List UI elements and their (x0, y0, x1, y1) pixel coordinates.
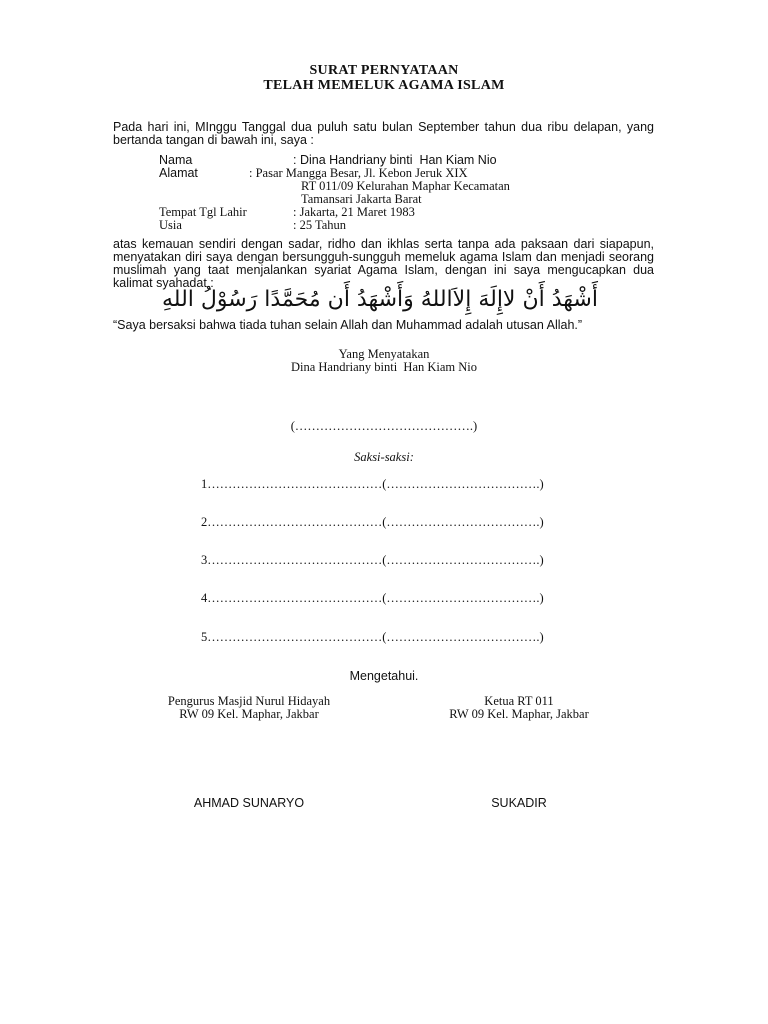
shahada-translation: “Saya bersaksi bahwa tiada tuhan selain Allah dan Muhammad adalah utusan Allah.” (113, 318, 583, 332)
rt-head-title-line-2: RW 09 Kel. Maphar, Jakbar (449, 707, 589, 721)
mosque-board-signer-name: AHMAD SUNARYO (193, 796, 305, 810)
document-title: SURAT PERNYATAAN (309, 63, 459, 78)
witness-line-3: 3……………………………………(……………………………….) (201, 553, 544, 567)
witnesses-heading: Saksi-saksi: (354, 450, 414, 464)
shahada-arabic: أَشْهَدُ أَنْ لاإِلَهَ إِلاَاللهُ وَأَشْهَدُ أَن مُحَمَّدًا رَسُوْلُ اللهِ (162, 287, 598, 312)
name-label: Nama (159, 153, 193, 167)
signer-signature-line: (…………………………………….) (290, 419, 478, 433)
intro-paragraph: Pada hari ini, MInggu Tanggal dua puluh satu bulan September tahun dua ribu delapan, yang bertanda tangan di bawah ini, saya : (113, 120, 654, 147)
address-line-2: RT 011/09 Kelurahan Maphar Kecamatan (301, 179, 510, 193)
document-subtitle: TELAH MEMELUK AGAMA ISLAM (263, 78, 505, 93)
age-label: Usia (159, 218, 182, 232)
address-line-1: : Pasar Mangga Besar, Jl. Kebon Jeruk XIX (249, 166, 468, 180)
name-value: : Dina Handriany binti Han Kiam Nio (293, 153, 497, 167)
address-line-3: Tamansari Jakarta Barat (301, 192, 422, 206)
age-value: : 25 Tahun (293, 218, 347, 232)
witness-line-1: 1……………………………………(……………………………….) (201, 477, 544, 491)
witness-line-5: 5……………………………………(……………………………….) (201, 630, 544, 644)
acknowledgement-heading: Mengetahui. (349, 669, 419, 683)
signer-name: Dina Handriany binti Han Kiam Nio (290, 360, 478, 374)
signer-heading: Yang Menyatakan (338, 347, 430, 361)
birth-value: : Jakarta, 21 Maret 1983 (293, 205, 415, 219)
statement-paragraph: atas kemauan sendiri dengan sadar, ridho dan ikhlas serta tanpa ada paksaan dari siapapun, menyatakan diri saya dengan bersungguh-sungguh memeluk agama Islam dan menjadi seorang muslimah yang taat menjalankan syariat Agama Islam, dengan ini saya mengucapkan dua kalimat syahadat : (113, 237, 654, 290)
witness-line-4: 4……………………………………(……………………………….) (201, 591, 544, 605)
birth-label: Tempat Tgl Lahir (159, 205, 247, 219)
mosque-board-title-line-1: Pengurus Masjid Nurul Hidayah (167, 694, 331, 708)
rt-head-title-line-1: Ketua RT 011 (484, 694, 554, 708)
witness-line-2: 2……………………………………(……………………………….) (201, 515, 544, 529)
rt-head-signer-name: SUKADIR (491, 796, 547, 810)
address-label: Alamat (159, 166, 198, 180)
mosque-board-title-line-2: RW 09 Kel. Maphar, Jakbar (179, 707, 319, 721)
